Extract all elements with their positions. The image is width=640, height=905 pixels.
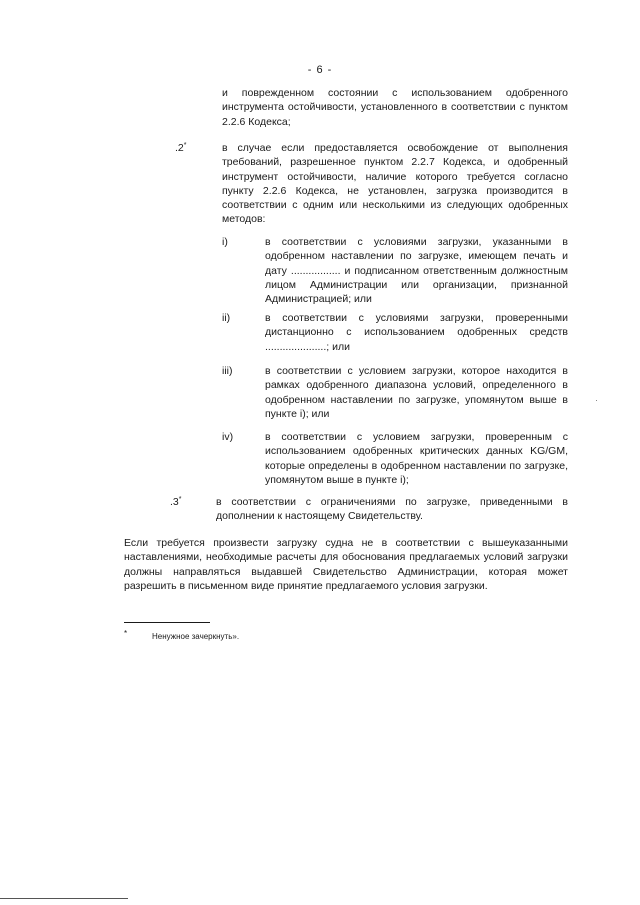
subitem-iii-text: в соответствии с условием загрузки, которое находится в рамках одобренного диапазона условий, определенного в одобренном наставлении по загрузке, упомянутом выше в пункте i); или bbox=[265, 365, 568, 420]
item-3-marker bbox=[170, 495, 182, 509]
footnote-separator bbox=[124, 622, 210, 623]
subitem-iv-text: в соответствии с условием загрузки, проверенным с использованием одобренных критических данных KG/GM, которые определены в одобренном наставлении по загрузке, упомянутом выше в пункте i); bbox=[265, 431, 568, 486]
subitem-i-marker: i) bbox=[222, 236, 228, 248]
scan-speck bbox=[596, 400, 597, 401]
subitem-ii-marker: ii) bbox=[222, 312, 231, 324]
item-3-number: .3 bbox=[170, 496, 179, 508]
item-2-number: .2 bbox=[175, 142, 184, 154]
item-2-text: в случае если предоставляется освобождение от выполнения требований, разрешенное пунктом 2.2.7 Кодекса, и одобренный инструмент остойчивости, наличие которого требуется согласно пункту 2.2.6 Кодекса, не установлен, загрузка производится в соответствии с одним или несколькими из следующих одобренных методов: bbox=[222, 142, 568, 226]
item-3-footnote-mark: * bbox=[178, 496, 182, 503]
page-bottom-edge bbox=[0, 898, 128, 899]
subitem-i-text: в соответствии с условиями загрузки, указанными в одобренном наставлении по загрузке, имеющем печать и дату ................. и подписанном ответственным должностным лицом Администрации или организации, признанной Администрацией; или bbox=[265, 236, 568, 306]
subitem-iv-marker: iv) bbox=[222, 431, 234, 443]
footnote-mark: * bbox=[124, 629, 128, 638]
item-3-text: в соответствии с ограничениями по загрузке, приведенными в дополнении к настоящему Свидетельству. bbox=[216, 496, 568, 523]
subitem-iii-marker: iii) bbox=[222, 365, 233, 377]
page-number: - 6 - bbox=[307, 64, 333, 76]
item-2-marker bbox=[175, 141, 187, 155]
subitem-ii-text: в соответствии с условиями загрузки, проверенными дистанционно с использованием одобренных средств .....................; или bbox=[265, 312, 568, 353]
continuation-paragraph: и поврежденном состоянии с использованием одобренного инструмента остойчивости, установленного в соответствии с пунктом 2.2.6 Кодекса; bbox=[222, 87, 568, 128]
closing-paragraph: Если требуется произвести загрузку судна не в соответствии с вышеуказанными наставлениями, необходимые расчеты для обоснования предлагаемых условий загрузки должны направляться выдавшей Свидетельство Администрации, которая может разрешить в письменном виде принятие предлагаемого условия загрузки. bbox=[124, 537, 568, 592]
footnote-text: Ненужное зачеркнуть». bbox=[152, 632, 240, 641]
item-2-footnote-mark: * bbox=[183, 142, 187, 149]
